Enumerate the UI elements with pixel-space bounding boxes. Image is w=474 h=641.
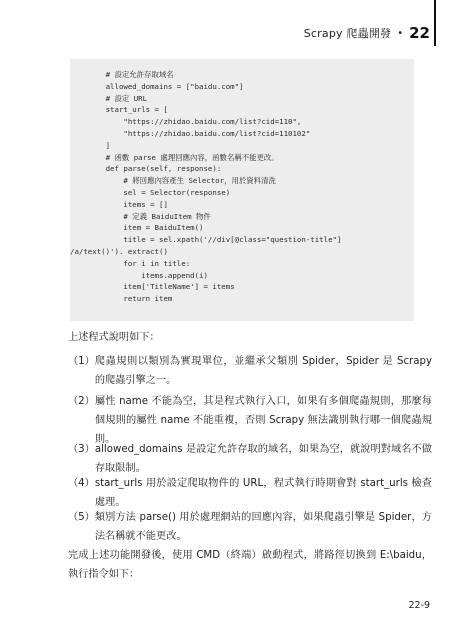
- code-line: # 設定 URL: [70, 93, 148, 103]
- list-item-text: 爬蟲規則以類別為實現單位，並繼承父類別 Spider，Spider 是 Scrapy 的爬蟲引擎之一。: [94, 356, 432, 386]
- page-number: 22-9: [408, 600, 430, 611]
- code-line: allowed_domains = ["baidu.com"]: [70, 81, 244, 91]
- list-item-number: （2）: [68, 396, 95, 407]
- code-line: return item: [70, 294, 173, 304]
- code-line: for i in title:: [70, 258, 191, 268]
- code-line: "https://zhidao.baidu.com/list?cid=110102": [70, 128, 311, 138]
- list-item: [68, 474, 432, 512]
- code-line: # 將回應內容產生 Selector，用於資料清洗: [70, 176, 276, 186]
- code-line: /a/text()'). extract(): [70, 246, 168, 256]
- code-line: ]: [70, 140, 111, 150]
- code-line: title = sel.xpath('//div[@class="question-title"]: [70, 235, 342, 245]
- list-item-text: start_urls 用於設定爬取物件的 URL，程式執行時期會對 start_urls 檢查處理。: [94, 478, 432, 508]
- code-line: items.append(i): [70, 270, 208, 280]
- chapter-title: Scrapy 爬蟲開發: [303, 27, 392, 40]
- code-line: "https://zhidao.baidu.com/list?cid=110",: [70, 117, 302, 127]
- list-item-text: 屬性 name 不能為空，其是程式執行入口，如果有多個爬蟲規則，那麼每個規則的屬性 name 不能重複，否則 Scrapy 無法識別執行哪一個爬蟲規則。: [94, 396, 432, 445]
- code-line: item = BaiduItem(): [70, 223, 204, 233]
- intro-paragraph: 上述程式說明如下：: [68, 332, 160, 343]
- code-line: # 定義 BaiduItem 物件: [70, 211, 211, 221]
- list-item: [68, 440, 432, 478]
- list-item-number: （4）: [68, 478, 95, 489]
- code-line: items = []: [70, 199, 168, 209]
- code-line: item['TitleName'] = items: [70, 282, 235, 292]
- chapter-number: 22: [409, 24, 430, 42]
- code-line: sel = Selector(response): [70, 187, 231, 197]
- list-item: [68, 352, 432, 390]
- list-item-number: （1）: [68, 356, 95, 367]
- header-bullet: •: [397, 27, 404, 39]
- list-item-text: allowed_domains 是設定允許存取的域名，如果為空，就說明對域名不做存取限制。: [94, 444, 432, 474]
- list-item: [68, 508, 432, 546]
- code-line: def parse(self, response):: [70, 164, 222, 174]
- code-line: # 函數 parse 處理回應內容，函數名稱不能更改。: [70, 152, 279, 162]
- list-item-text: 類別方法 parse() 用於處理網站的回應內容，如果爬蟲引擎是 Spider，方法名稱就不能更改。: [94, 512, 432, 542]
- list-item-number: （3）: [68, 444, 95, 455]
- outro-paragraph: 完成上述功能開發後，使用 CMD（終端）啟動程式，將路徑切換到 E:\baidu，執行指令如下：: [68, 550, 432, 580]
- list-item-number: （5）: [68, 512, 95, 523]
- page-header: [304, 24, 430, 42]
- code-line: # 設定允許存取域名: [70, 70, 174, 79]
- code-line: start_urls = [: [70, 105, 168, 115]
- code-block: [70, 59, 414, 321]
- header-rule: [434, 0, 436, 46]
